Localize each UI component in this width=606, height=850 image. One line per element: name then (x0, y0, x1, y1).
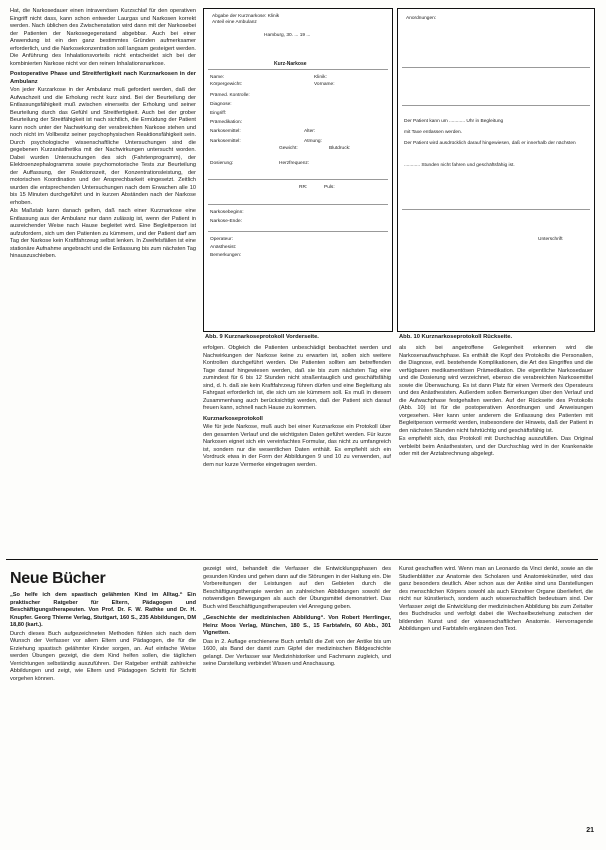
middle-text-column (203, 345, 391, 550)
form-field-label: Narkosebeginn: (210, 210, 244, 215)
page-number: 21 (586, 827, 594, 834)
form-field-label: RR: (299, 185, 308, 190)
protocol-form-back (397, 8, 595, 332)
form-field-label: Narkosemittel: (210, 129, 241, 134)
form-field-label: Bemerkungen: (210, 253, 242, 258)
figure-caption: Abb. 9 Kurznarkoseprotokoll Vorderseite. (205, 334, 319, 340)
right-text-column (399, 345, 593, 550)
form-field-label: Dosierung: (210, 161, 234, 166)
form-field-label: Puls: (324, 185, 335, 190)
form-field-label: Name: (210, 75, 225, 80)
protocol-form-front (203, 8, 393, 332)
form-field-label: Gewicht: (279, 146, 298, 151)
form-field-label: Eingriff: (210, 111, 227, 116)
book-title: „So helfe ich dem spastisch gelähmten Kind im Alltag.“ Ein praktischer Ratgeber für Eltern, Pädagogen und Beschäftigungstherapeuten. Von Prof. Dr. F. W. Rathke und Dr. H. Knupfer. Georg Thieme Verlag, Stuttgart, 160 S., 235 Abbildungen, DM 18,80 (kart.). (10, 592, 196, 628)
form-field-label: Vorname: (314, 82, 335, 87)
form-field-label: Herzfrequenz: (279, 161, 310, 166)
form-instruction: ............ Stunden nicht fahren und geschäftsfähig ist. (404, 163, 515, 168)
books-right-column (399, 566, 593, 821)
section-divider (6, 559, 598, 560)
form-field-label: Narkosemittel: (210, 139, 241, 144)
form-instruction: Der Patient wird ausdrücklich darauf hingewiesen, daß er innerhalb der nächsten (404, 141, 576, 146)
form-field-label: Diagnose: (210, 102, 232, 107)
form-title-line: Anteil eine Ambulanz (212, 20, 257, 25)
figure-caption: Abb. 10 Kurznarkoseprotokoll Rückseite. (399, 334, 513, 340)
paragraph: Durch dieses Buch aufgezeichneten Methoden fühlen sich nach dem Wunsch der Verfasser vor allem Eltern und Pädagogen, die für die Erziehung spastisch gelähmter Kinder sorgen, an. Auf einfache Weise werden Übungen gezeigt, die dem Kind helfen sollen, die täglichen Verrichtungen selbständig auszuführen. Der Ratgeber enthält zahlreiche Abbildungen und zeigt, wie Eltern und Pädagogen Schritt für Schritt vorgehen können. (10, 630, 196, 682)
form-title: Anordnungen: (406, 16, 437, 21)
paragraph: als sich bei angetroffene Gelegenheit erkennen wird die Narkosenaufwachphase. Es enthält die Kopf des Protokolls die Personalien, die Diagnose, evtl. bestehende Komplikationen, die Art des Eingriffes und die verfügbaren medikamentösen Prämedikation. Die eigentliche Narkosedauer und die Dosierung wird verzeichnet, ebenso die verabreichten Narkosemittel sowie die Überwachung. Es ist dann Platz für einen Vermerk des Operateurs und des Anästhesisten. Außerdem sollen Bemerkungen über den Verlauf und die Aufwachphase festgehalten werden. Auf der Rückseite des Protokolls (Abb. 10) ist für die postoperativen Anordnungen und Anweisungen vorgesehen. Hier kann unter anderem die Entlassung des Patienten mit Begleitperson vermerkt werden, insbesondere der Hinweis, daß der Patient in den nächsten Stunden nicht fahrtüchtig und geschäftsfähig ist. (399, 345, 593, 434)
section-heading: Postoperative Phase und Streitfertigkeit nach Kurznarkosen in der Ambulanz (10, 71, 196, 85)
form-section-title: Kurz-Narkose (274, 61, 307, 67)
paragraph: Es empfiehlt sich, das Protokoll mit Durchschlag auszufüllen. Das Original verbleibt beim Anästhesisten, und der Durchschlag wird in der Krankenakte oder mit der Arztabrechnung abgelegt. (399, 436, 593, 457)
book-title: „Geschichte der medizinischen Abbildung“. Von Robert Herrlinger, Heinz Moos Verlag, München, 180 S., 15 Farbtafeln, 60 Abb., 301 Vignetten. (203, 615, 391, 636)
form-field-label: Alter: (304, 129, 316, 134)
paragraph: Hat, die Narkosedauer einen intravenösen Kurzschlaf für den operativen Eingriff nicht dass, kann schon entweder Laurgas und Narkosen korrekt werden. Nach üblichen des Zwischenstation wird dann mit der Narkosebei der Patienten der Narkosegegenstand abgebbar. Auch bei einer Anwendung ist ein den ganz bestimmtes Gründen aufmerksamer erforderlich, und die Narkosekonzentration soll langsam gesteigert werden. Die Anführung des Inhalationsvorteils nicht entscheidet sich bei der kombinierten Narkose nicht vor den reinen Inhalationsnarkose. (10, 8, 196, 67)
form-field-label: Prämed. Kontrolle: (210, 93, 250, 98)
form-signature-label: Unterschrift (538, 237, 563, 242)
form-field-label: Blutdruck: (329, 146, 351, 151)
paragraph: Das in 2. Auflage erschienene Buch umfaßt die Zeit von der Antike bis um 1600, als Band der damit zum Gipfel der medizinischen Bildgeschichte gelangt. Der Verfasser war Medizinhistoriker und Fachmann zugleich, und seine Darstellung verbindet Wissen und Anschauung. (203, 638, 391, 667)
form-field-label: Körpergewicht: (210, 82, 242, 87)
paragraph: Als Maßstab kann danach gelten, daß nach einer Kurznarkose eine Entlassung aus der Ambulanz nur dann zulässig ist, wenn der Patient in ausreichender Weise nach Hause begleitet wird. Eine Begleitperson ist aufzufordern, sich um den Patienten zu kümmern, und der Patient darf am Tag der Narkose kein Kraftfahrzeug selbst lenken. In Zweifelsfällen ist eine stationäre Aufnahme angebracht und die Entlassung bis zum nächsten Tag hinauszuschieben. (10, 208, 196, 259)
form-field-label: Operateur: (210, 237, 233, 242)
section-headline: Neue Bücher (10, 570, 106, 587)
form-title-line: Abgabe der Kurznarkose: Klinik (212, 14, 280, 19)
form-field-label: Narkose-Ende: (210, 219, 242, 224)
form-field-label: Anästhesist: (210, 245, 237, 250)
section-heading: Kurznarkoseprotokoll (203, 415, 263, 422)
paragraph: gezeigt wird, behandelt die Verfasser die Entwicklungsphasen des gesunden Kindes und gehen dann auf die Störungen in der Haltung ein. Die Vorbereitungen der Leistungen auf den Gebieten durch die Beschäftigungstherapie werden an zahlreichen Abbildungen sowohl der notwendigen Bewegungen als auch der Übungsmittel demonstriert. Das Buch wird Beschäftigungstherapeuten viel Anregung geben. (203, 566, 391, 610)
left-text-column (10, 8, 196, 553)
paragraph: Kunst geschaffen wird. Wenn man an Leonardo da Vinci denkt, sowie an die Studienblätter zur Anatomie des Scholaren und Anatomiekünstler, wird das ganz besonders deutlich. Aber schon aus der Antike sind uns Darstellungen des menschlichen Körpers sowohl als auch Einzelner Organe überliefert, die nicht nur künstlerisch, sondern auch wissenschaftlich bedeutsam sind. Der Verfasser zeigt die Entwicklung der medizinischen Abbildung bis zum Zeitalter des Buchdrucks und verfolgt dabei die Wechselbeziehung zwischen der bildenden Kunst und der wissenschaftlichen Anatomie. Hervorragende Abbildungen und Farbtafeln ergänzen den Text. (399, 566, 593, 632)
books-left-column (10, 592, 196, 842)
paragraph: erfolgen. Obgleich die Patienten unbeschädigt beobachtet werden und Nachwirkungen der Narkose keine zu erwarten ist, sollen sich weitere Kontrollen durchgeführt werden. Die Patienten sollten am betreffenden Tage darauf hingewiesen werden, daß sie bis zum nächsten Tag eine zumindest für 6 bis 12 Stunden nicht straßentauglich und geschäftsfähig sind, d. h. daß sie kein Kraftfahrzeug führen dürfen und eine Begleitung als Fahrgast erforderlich ist, die sich um sie kümmern soll. Es muß in diesem Zusammenhang auch berücksichtigt werden, daß der Patient sich darauf freuen kann, schnell nach Hause zu kommen. (203, 345, 391, 411)
form-date-line: Hamburg, 30. ... 19 ... (264, 33, 311, 38)
form-field-label: Klinik: (314, 75, 327, 80)
form-field-label: Prämedikation: (210, 120, 242, 125)
paragraph: Wie für jede Narkose, muß auch bei einer Kurznarkose ein Protokoll über den gesamten Verlauf und die wichtigsten Daten geführt werden. Für kurze Narkosen eignet sich ein vereinfachtes Formular, das nicht zu umfangreich ist, sondern nur die wesentlichen Daten enthält. Es empfiehlt sich ein Vordruck etwa in der Form der Abbildungen 9 und 10 zu verwenden, auf dem nur kurze Vermerke eingetragen werden. (203, 424, 391, 468)
books-middle-column (203, 566, 391, 841)
form-instruction: mit Taxe entlassen werden. (404, 130, 463, 135)
form-field-label: Atmung: (304, 139, 322, 144)
form-instruction: Der Patient kann um ............ Uhr in Begleitung (404, 119, 504, 124)
paragraph: Von jeder Kurzarkose in der Ambulanz muß gefordert werden, daß der Aufwachzeit und die Erholung recht kurz sind. Bei der Beurteilung der Entlassungsfähigkeit muß zwischen einerseits der Erholung und seiner Beurteilung durch das Gefühl und Streitfertigkeit. Auch bei der grober Beurteilung der Streitfähigkeit ist nach sichtlich, die Ermüdung der Patient kann noch unter der Nachwirkung der verabreichten Narkose stehen und noch nicht im Vollbesitz seiner psychophysischen Reaktionsfähigkeit sein. Durch psychologische wissenschaftliche Untersuchungen sind die gegebenen Kurzanästhetika mit der Nachwirkungen untersucht worden. Dabei wurden Untersuchungen des sich (Fahrtenprogramm), der Elektroenzephalogramms sowie psychomotorische Tests zur Beurteilung der Auffassung, der Reaktionszeit, der Konzentrationsleistung, der motorischen Koordination und der Ansprechbarkeit eingesetzt. Zeitlich wurden die entsprechenden Untersuchungen nach dem Erwachen alle 10 bis 15 Minuten durchgeführt und in kurzen Abständen nach der Narkose erhoben. (10, 87, 196, 206)
